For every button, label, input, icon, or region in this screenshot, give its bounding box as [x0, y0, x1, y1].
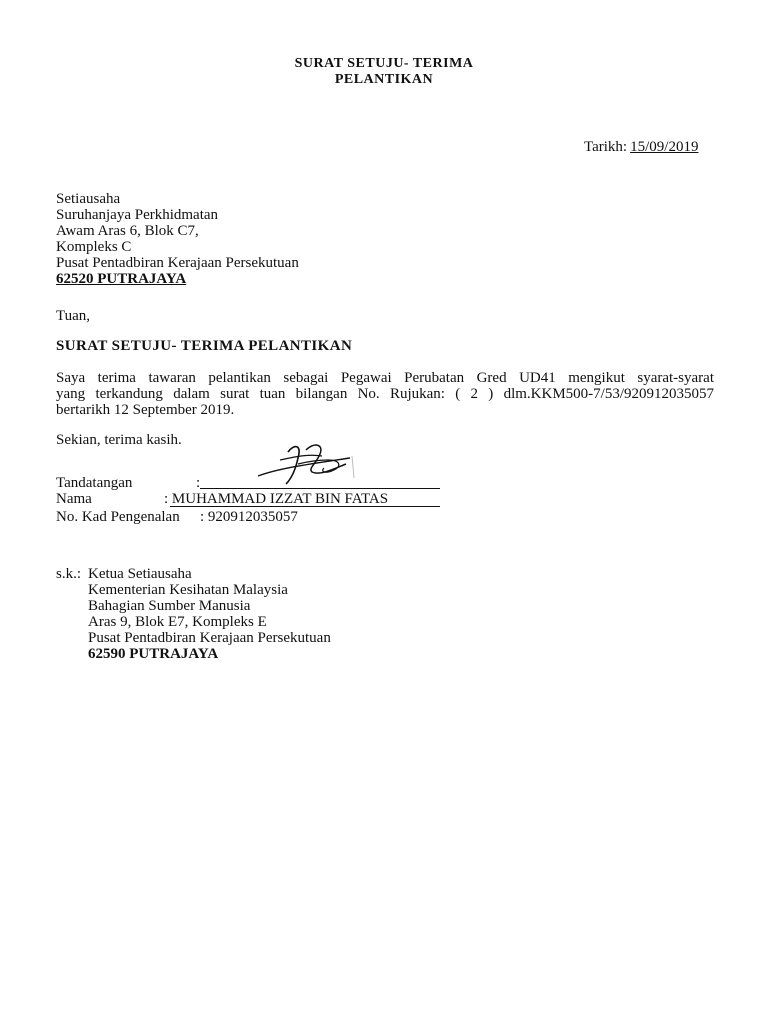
signature-label: Tandatangan	[56, 475, 133, 491]
subject-line: SURAT SETUJU- TERIMA PELANTIKAN	[56, 338, 353, 354]
cc-line: Aras 9, Blok E7, Kompleks E	[88, 614, 267, 630]
cc-line: Bahagian Sumber Manusia	[88, 598, 251, 614]
cc-line: Kementerian Kesihatan Malaysia	[88, 582, 288, 598]
recipient-line: Setiausaha	[56, 191, 121, 207]
salutation: Tuan,	[56, 308, 91, 324]
letter-title-line2: PELANTIKAN	[334, 72, 434, 87]
signature-colon: :	[196, 475, 201, 491]
ic-value: : 920912035057	[200, 509, 298, 525]
cc-line: Pusat Pentadbiran Kerajaan Persekutuan	[88, 630, 331, 646]
ic-label: No. Kad Pengenalan	[56, 509, 180, 525]
date-row	[584, 139, 718, 155]
recipient-address	[56, 191, 299, 287]
cc-address	[88, 566, 331, 662]
name-label: Nama	[56, 491, 92, 507]
signature-line	[200, 488, 440, 489]
body-paragraph	[56, 370, 714, 418]
recipient-line: Awam Aras 6, Blok C7,	[56, 223, 199, 239]
recipient-line: Pusat Pentadbiran Kerajaan Persekutuan	[56, 255, 299, 271]
name-value: : MUHAMMAD IZZAT BIN FATAS	[164, 491, 389, 507]
name-underline	[170, 506, 440, 507]
closing: Sekian, terima kasih.	[56, 432, 182, 448]
date-label: Tarikh:	[584, 139, 628, 155]
body-line: Saya terima tawaran pelantikan sebagai Pegawai Perubatan Gred UD41 mengikut syarat-syarat	[56, 370, 714, 386]
cc-line: Ketua Setiausaha	[88, 566, 192, 582]
handwritten-signature	[250, 438, 400, 488]
recipient-line: Kompleks C	[56, 239, 132, 255]
date-value: 15/09/2019	[630, 139, 699, 155]
letter-title-line1: SURAT SETUJU- TERIMA	[294, 56, 474, 71]
recipient-line: Suruhanjaya Perkhidmatan	[56, 207, 219, 223]
body-line: bertarikh 12 September 2019.	[56, 402, 235, 418]
cc-postcode-city: 62590 PUTRAJAYA	[88, 646, 219, 662]
recipient-postcode-city: 62520 PUTRAJAYA	[56, 271, 187, 287]
cc-label: s.k.:	[56, 566, 82, 582]
body-line: yang terkandung dalam surat tuan bilangan No. Rujukan: ( 2 ) dlm.KKM500-7/53/920912035057	[56, 386, 714, 402]
